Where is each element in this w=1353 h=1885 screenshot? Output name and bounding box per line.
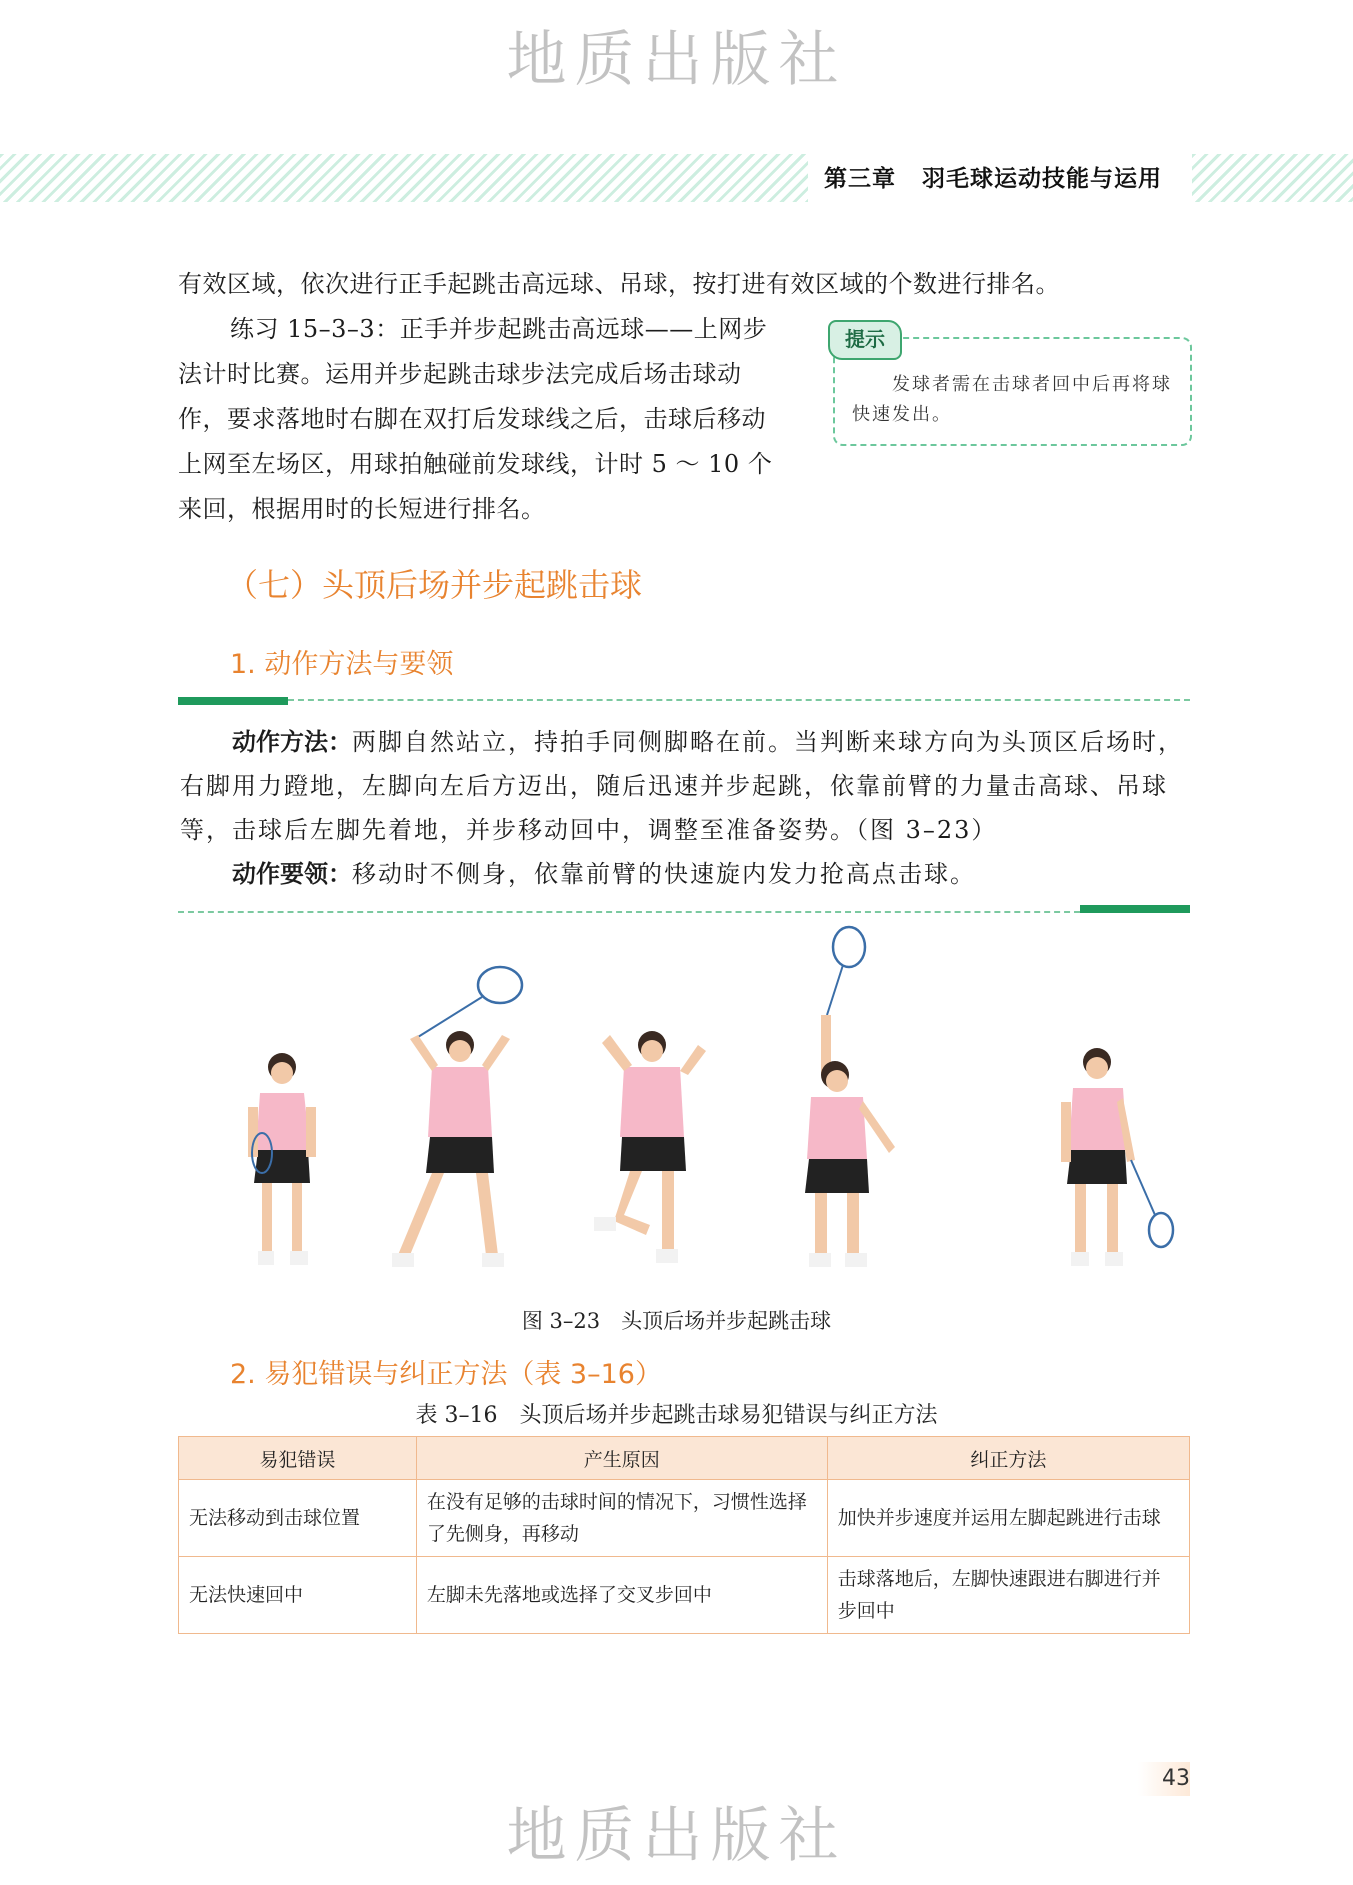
player-pose-3 (580, 1005, 730, 1285)
table-header-error: 易犯错误 (179, 1437, 417, 1480)
header-hatch-left (0, 154, 808, 202)
chapter-title: 羽毛球运动技能与运用 (922, 166, 1162, 192)
method-box-dash-bottom (178, 911, 1080, 913)
header-hatch-right (1192, 154, 1353, 202)
table-row (179, 1480, 1190, 1557)
table-cell-correction: 加快并步速度并运用左脚起跳进行击球 (827, 1480, 1189, 1557)
figure-3-23 (220, 925, 1180, 1305)
player-pose-5 (1045, 1040, 1180, 1290)
publisher-watermark-bottom: 地质出版社 (506, 1801, 847, 1871)
player-pose-1 (230, 1045, 340, 1285)
section-heading: （七）头顶后场并步起跳击球 (226, 566, 643, 604)
table-header-correction: 纠正方法 (827, 1437, 1189, 1480)
method-box-dash-top (288, 699, 1190, 701)
method-line-2: 右脚用力蹬地，左脚向左后方迈出，随后迅速并步起跳，依靠前臂的力量击高球、吊球 (180, 772, 1168, 800)
table-cell-cause: 左脚未先落地或选择了交叉步回中 (416, 1557, 827, 1634)
key-points-line: 移动时不侧身，依靠前臂的快速旋内发力抢高点击球。 (352, 860, 976, 888)
exercise-paragraph (178, 307, 818, 532)
method-box-bar-bottom (1080, 905, 1190, 913)
method-text (180, 720, 1190, 896)
method-label: 动作方法： (232, 728, 352, 756)
table-cell-error: 无法快速回中 (179, 1557, 417, 1634)
publisher-watermark-top: 地质出版社 (506, 25, 847, 95)
exercise-line-3: 作，要求落地时右脚在双打后发球线之后，击球后移动 (178, 405, 766, 433)
figure-caption: 图 3–23 头顶后场并步起跳击球 (521, 1309, 832, 1333)
table-cell-correction: 击球落地后，左脚快速跟进右脚进行并步回中 (827, 1557, 1189, 1634)
hint-label: 提示 (828, 320, 902, 360)
hint-text: 发球者需在击球者回中后再将球快速发出。 (852, 374, 1172, 425)
chapter-header (824, 160, 1162, 193)
chapter-number: 第三章 (824, 166, 896, 192)
intro-line: 有效区域，依次进行正手起跳击高远球、吊球，按打进有效区域的个数进行排名。 (178, 270, 1060, 298)
method-line-3: 等，击球后左脚先着地，并步移动回中，调整至准备姿势。（图 3–23） (180, 816, 998, 844)
key-points-label: 动作要领： (232, 860, 352, 888)
exercise-line-1: 练习 15–3–3：正手并步起跳击高远球——上网步 (230, 315, 768, 343)
table-row (179, 1557, 1190, 1634)
table-cell-cause: 在没有足够的击球时间的情况下，习惯性选择了先侧身，再移动 (416, 1480, 827, 1557)
table-cell-error: 无法移动到击球位置 (179, 1480, 417, 1557)
player-pose-2 (370, 955, 560, 1295)
method-box-bar-top (178, 697, 288, 705)
exercise-line-4: 上网至左场区，用球拍触碰前发球线，计时 5 ～ 10 个 (178, 450, 773, 478)
subheading-method: 1. 动作方法与要领 (230, 649, 454, 680)
exercise-line-2: 法计时比赛。运用并步起跳击球步法完成后场击球动 (178, 360, 742, 388)
table-header-row (179, 1437, 1190, 1480)
table-title: 表 3–16 头顶后场并步起跳击球易犯错误与纠正方法 (415, 1403, 938, 1428)
method-line-1: 两脚自然站立，持拍手同侧脚略在前。当判断来球方向为头顶区后场时， (352, 728, 1184, 756)
error-correction-table (178, 1436, 1190, 1634)
table-header-cause: 产生原因 (416, 1437, 827, 1480)
subheading-errors: 2. 易犯错误与纠正方法（表 3–16） (230, 1359, 662, 1390)
player-pose-4 (765, 925, 915, 1285)
page-number: 43 (1138, 1762, 1190, 1796)
exercise-line-5: 来回，根据用时的长短进行排名。 (178, 495, 546, 523)
